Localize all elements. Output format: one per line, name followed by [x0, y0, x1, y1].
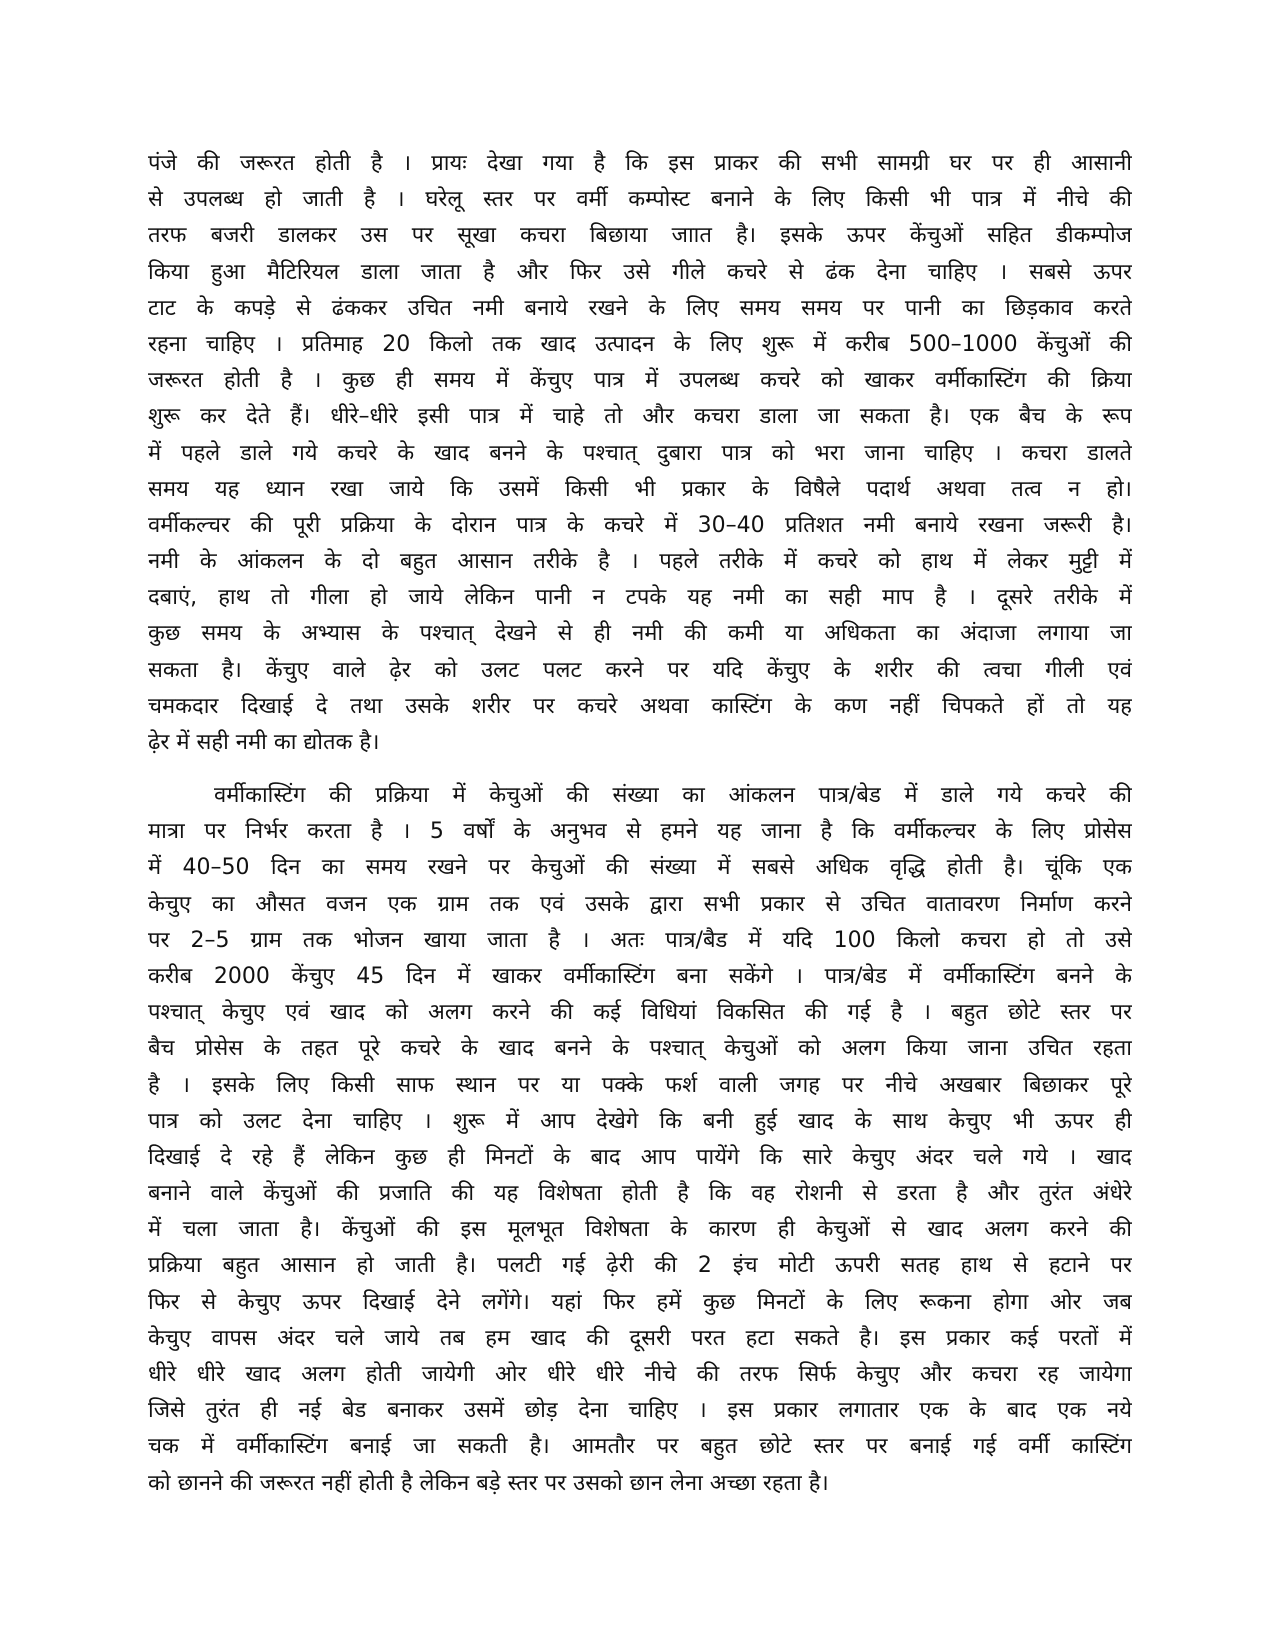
- text-line: तरफ बजरी डालकर उस पर सूखा कचरा बिछाया जाात है। इसके ऊपर केंचुओं सहित डीकम्पोज: [148, 223, 1132, 249]
- text-line: पश्चात् केचुए एवं खाद को अलग करने की कई विधियां विकसित की गई है । बहुत छोटे स्तर पर: [148, 1000, 1132, 1026]
- text-line: में चला जाता है। केंचुओं की इस मूलभूत विशेषता के कारण ही केचुओं से खाद अलग करने की: [148, 1217, 1132, 1243]
- text-line: पर 2–5 ग्राम तक भोजन खाया जाता है । अतः पात्र/बैड में यदि 100 किलो कचरा हो तो उसे: [148, 927, 1132, 953]
- paragraph: [148, 146, 1132, 761]
- text-line: को छानने की जरूरत नहीं होती है लेकिन बड़े स्तर पर उसको छान लेना अच्छा रहता है।: [148, 1470, 829, 1496]
- text-line: जिसे तुरंत ही नई बेड बनाकर उसमें छोड़ देना चाहिए । इस प्रकार लगातार एक के बाद एक नये: [148, 1398, 1132, 1424]
- text-line: वर्मीकल्चर की पूरी प्रक्रिया के दोरान पात्र के कचरे में 30–40 प्रतिशत नमी बनाये रखना जरूरी है।: [148, 512, 1132, 538]
- text-line: में पहले डाले गये कचरे के खाद बनने के पश्चात् दुबारा पात्र को भरा जाना चाहिए । कचरा डालते: [148, 440, 1132, 466]
- text-line: बैच प्रोसेस के तहत पूरे कचरे के खाद बनने के पश्चात् केचुओं को अलग किया जाना उचित रहता: [148, 1036, 1132, 1062]
- text-line: दिखाई दे रहे हैं लेकिन कुछ ही मिनटों के बाद आप पायेंगे कि सारे केचुए अंदर चले गये । खाद: [148, 1144, 1132, 1170]
- text-line: है । इसके लिए किसी साफ स्थान पर या पक्के फर्श वाली जगह पर नीचे अखबार बिछाकर पूरे: [148, 1072, 1132, 1098]
- text-line: समय यह ध्यान रखा जाये कि उसमें किसी भी प्रकार के विषैले पदार्थ अथवा तत्व न हो।: [148, 476, 1132, 502]
- text-line: वर्मीकास्टिंग की प्रक्रिया में केचुओं की संख्या का आंकलन पात्र/बेड में डाले गये कचरे की: [214, 783, 1132, 808]
- text-line: रहना चाहिए । प्रतिमाह 20 किलो तक खाद उत्पादन के लिए शुरू में करीब 500–1000 केंचुओं की: [148, 331, 1132, 357]
- text-line: चमकदार दिखाई दे तथा उसके शरीर पर कचरे अथवा कास्टिंग के कण नहीं चिपकते हों तो यह: [148, 693, 1132, 719]
- text-line: केचुए का औसत वजन एक ग्राम तक एवं उसके द्वारा सभी प्रकार से उचित वातावरण निर्माण करने: [148, 891, 1132, 917]
- text-line: जरूरत होती है । कुछ ही समय में केंचुए पात्र में उपलब्ध कचरे को खाकर वर्मीकास्टिंग की क्रिया: [148, 368, 1132, 394]
- text-line: दबाएं, हाथ तो गीला हो जाये लेकिन पानी न टपके यह नमी का सही माप है । दूसरे तरीके में: [148, 585, 1132, 611]
- text-line: पंजे की जरूरत होती है । प्रायः देखा गया है कि इस प्राकर की सभी सामग्री घर पर ही आसानी: [148, 151, 1132, 176]
- text-line: प्रक्रिया बहुत आसान हो जाती है। पलटी गई ढ़ेरी की 2 इंच मोटी ऊपरी सतह हाथ से हटाने पर: [148, 1253, 1132, 1279]
- text-line: बनाने वाले केंचुओं की प्रजाति की यह विशेषता होती है कि वह रोशनी से डरता है और तुरंत अंधेरे: [148, 1181, 1132, 1207]
- text-line: टाट के कपड़े से ढंककर उचित नमी बनाये रखने के लिए समय समय पर पानी का छिड़काव करते: [148, 295, 1132, 321]
- text-line: सकता है। केंचुए वाले ढ़ेर को उलट पलट करने पर यदि केंचुए के शरीर की त्वचा गीली एवं: [148, 657, 1132, 683]
- text-line: चक में वर्मीकास्टिंग बनाई जा सकती है। आमतौर पर बहुत छोटे स्तर पर बनाई गई वर्मी कास्टिंग: [148, 1434, 1132, 1460]
- text-line: फिर से केचुए ऊपर दिखाई देने लगेंगे। यहां फिर हमें कुछ मिनटों के लिए रूकना होगा ओर जब: [148, 1289, 1132, 1315]
- paragraph: [148, 778, 1132, 1502]
- text-line: पात्र को उलट देना चाहिए । शुरू में आप देखेगे कि बनी हुई खाद के साथ केचुए भी ऊपर ही: [148, 1108, 1132, 1134]
- text-line: ढ़ेर में सही नमी का द्योतक है।: [148, 730, 380, 755]
- text-line: करीब 2000 केंचुए 45 दिन में खाकर वर्मीकास्टिंग बना सकेंगे । पात्र/बेड में वर्मीकास्टिंग बनने के: [148, 963, 1132, 989]
- text-line: मात्रा पर निर्भर करता है । 5 वर्षों के अनुभव से हमने यह जाना है कि वर्मीकल्चर के लिए प्रोसेस: [148, 819, 1132, 845]
- text-line: से उपलब्ध हो जाती है । घरेलू स्तर पर वर्मी कम्पोस्ट बनाने के लिए किसी भी पात्र में नीचे की: [148, 187, 1132, 213]
- text-line: शुरू कर देते हैं। धीरे–धीरे इसी पात्र में चाहे तो और कचरा डाला जा सकता है। एक बैच के रूप: [148, 404, 1132, 430]
- text-line: में 40–50 दिन का समय रखने पर केचुओं की संख्या में सबसे अधिक वृद्धि होती है। चूंकि एक: [148, 855, 1132, 881]
- text-line: कुछ समय के अभ्यास के पश्चात् देखने से ही नमी की कमी या अधिकता का अंदाजा लगाया जा: [148, 621, 1132, 647]
- text-line: धीरे धीरे खाद अलग होती जायेगी ओर धीरे धीरे नीचे की तरफ सिर्फ केचुए और कचरा रह जायेगा: [148, 1362, 1132, 1387]
- text-line: केचुए वापस अंदर चले जाये तब हम खाद की दूसरी परत हटा सकते है। इस प्रकार कई परतों में: [148, 1325, 1132, 1351]
- text-line: किया हुआ मैटिरियल डाला जाता है और फिर उसे गीले कचरे से ढंक देना चाहिए । सबसे ऊपर: [148, 259, 1132, 285]
- text-line: नमी के आंकलन के दो बहुत आसान तरीके है । पहले तरीके में कचरे को हाथ में लेकर मुट्टी में: [148, 549, 1132, 575]
